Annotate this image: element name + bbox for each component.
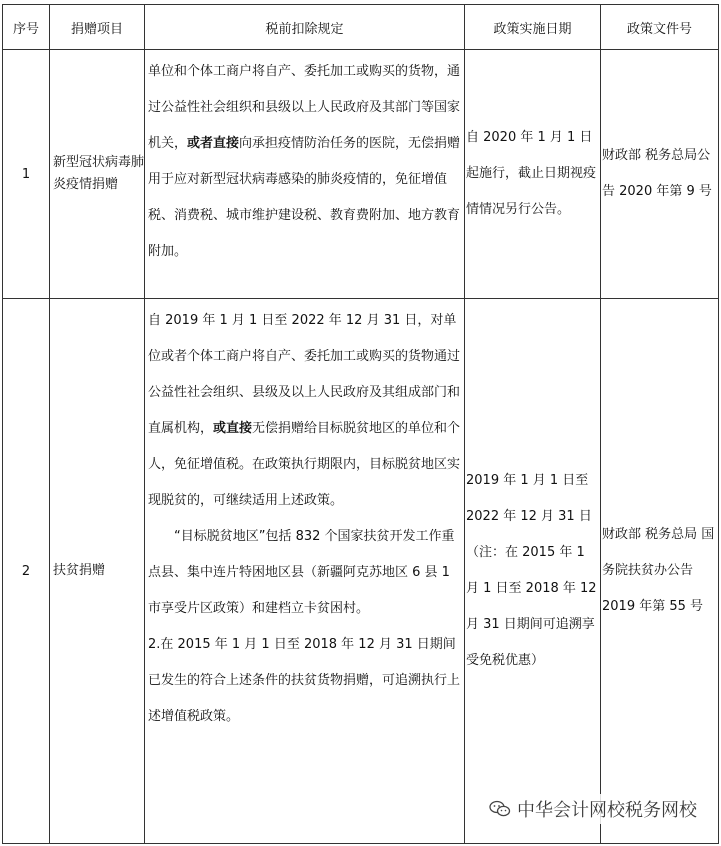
rule-paragraph: 2.在 2015 年 1 月 1 日至 2018 年 12 月 31 日期间已发生的符合上述条件的扶贫货物捐赠，可追溯执行上述增值税政策。 <box>148 637 461 724</box>
deduction-rule <box>145 299 465 844</box>
header-num: 序号 <box>3 5 50 50</box>
rule-text: 单位和个体工商户将自产、委托加工或购买的货物，通过公益性社会组织和县级以上人民政府及其部门等国家机关， <box>148 64 461 151</box>
rule-text: 向承担疫情防治任务的医院，无偿捐赠用于应对新型冠状病毒感染的肺炎疫情的，免征增值税、消费税、城市维护建设税、教育费附加、地方教育附加。 <box>148 136 461 259</box>
header-date: 政策实施日期 <box>465 5 601 50</box>
effective-date: 自 2020 年 1 月 1 日起施行，截止日期视疫情情况另行公告。 <box>465 50 601 299</box>
rule-paragraph <box>148 54 462 270</box>
rule-paragraph: “目标脱贫地区”包括 832 个国家扶贫开发工作重点县、集中连片特困地区县（新疆阿克苏地区 6 县 1 市享受片区政策）和建档立卡贫困村。 <box>148 529 455 616</box>
policy-table <box>2 4 719 844</box>
donation-item: 扶贫捐赠 <box>50 299 145 844</box>
wechat-icon <box>489 800 511 818</box>
watermark-text: 中华会计网校税务网校 <box>517 800 697 821</box>
rule-text: 自 2019 年 1 月 1 日至 2022 年 12 月 31 日，对单位或者个体工商户将自产、委托加工或购买的货物通过公益性社会组织、县级及以上人民政府及其组成部门和直属机构， <box>148 313 461 436</box>
document-number: 财政部 税务总局 国务院扶贫办公告 2019 年第 55 号 <box>601 299 719 844</box>
watermark <box>483 794 703 824</box>
rule-text: 无偿捐赠给目标脱贫地区的单位和个人，免征增值税。在政策执行期限内，目标脱贫地区实现脱贫的，可继续适用上述政策。 <box>148 421 461 508</box>
header-doc: 政策文件号 <box>601 5 719 50</box>
date-note: （注：在 2015 年 1 月 1 日至 2018 年 12 月 31 日期间可追溯享受免税优惠） <box>466 545 597 668</box>
table-row <box>3 50 719 299</box>
effective-date <box>465 299 601 844</box>
rule-paragraph <box>148 303 462 519</box>
donation-item: 新型冠状病毒肺炎疫情捐赠 <box>50 50 145 299</box>
row-number: 2 <box>3 299 50 844</box>
row-number: 1 <box>3 50 50 299</box>
header-rule: 税前扣除规定 <box>145 5 465 50</box>
deduction-rule <box>145 50 465 299</box>
document-number: 财政部 税务总局公告 2020 年第 9 号 <box>601 50 719 299</box>
header-item: 捐赠项目 <box>50 5 145 50</box>
header-row <box>3 5 719 50</box>
table-row <box>3 299 719 844</box>
date-range: 2019 年 1 月 1 日至 2022 年 12 月 31 日 <box>466 473 592 524</box>
rule-bold-text: 或直接 <box>213 421 253 436</box>
rule-bold-text: 或者直接 <box>187 136 240 151</box>
